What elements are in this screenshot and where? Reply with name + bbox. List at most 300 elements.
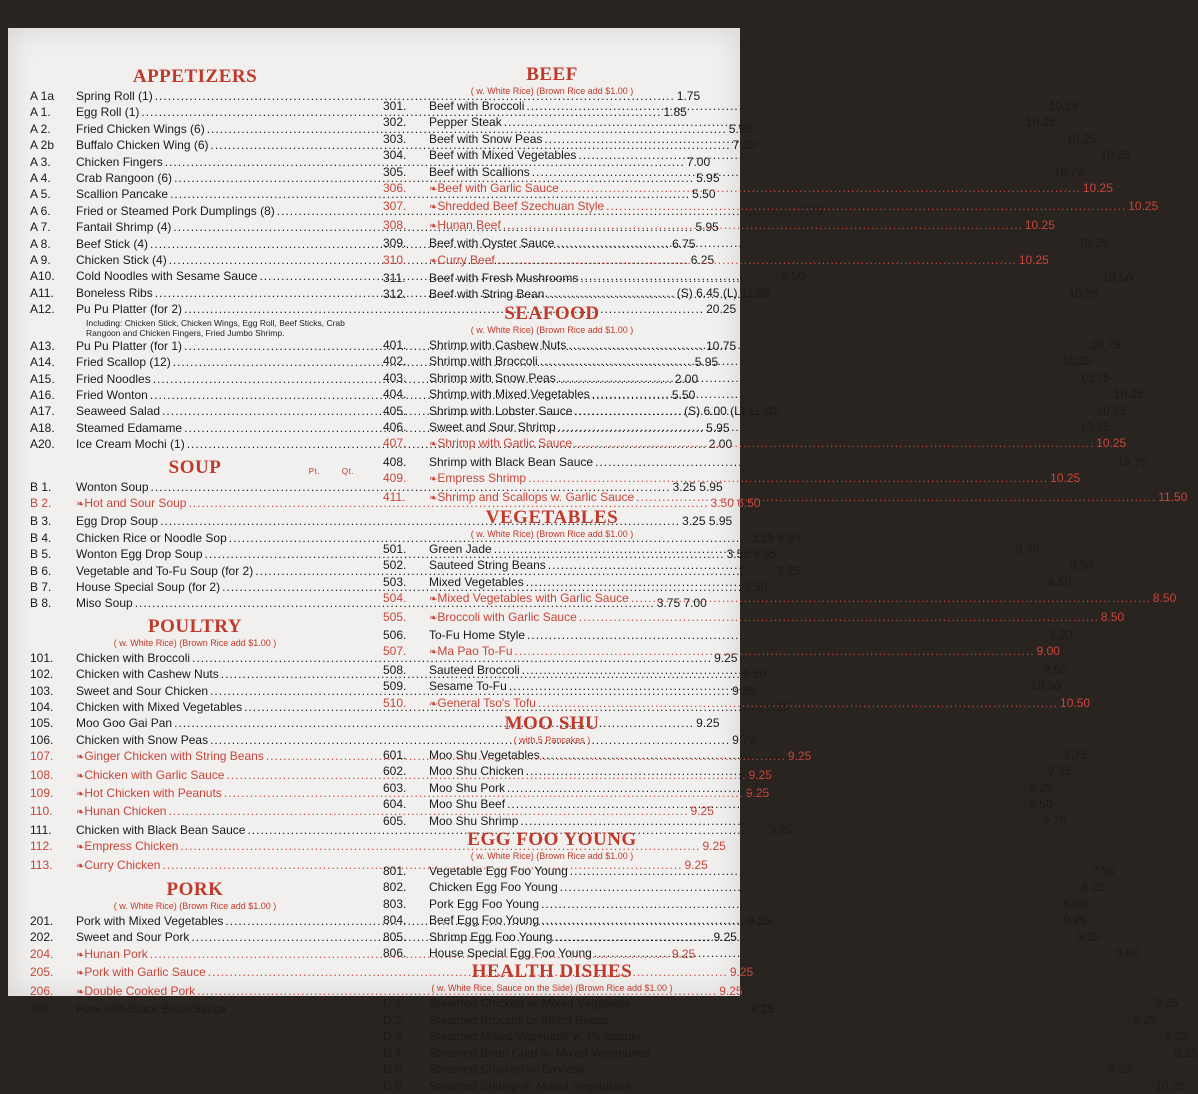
item-code: A10. — [30, 269, 55, 284]
item-code: D 1. — [383, 996, 406, 1011]
item-code: 302. — [383, 115, 407, 130]
item-name: House Special Egg Foo Young — [429, 946, 592, 961]
item-price: 10.75 — [1079, 370, 1110, 385]
dot-leader — [541, 896, 1061, 912]
item-name: Wonton Soup — [76, 479, 149, 494]
item-price: 6.25 — [690, 253, 715, 268]
item-code: 106. — [30, 732, 54, 747]
item-name: Steamed Bean Curd w. Mixed Vegetables — [429, 1045, 651, 1060]
item-code: A15. — [30, 371, 55, 386]
appetizers-heading: APPETIZERS — [132, 66, 258, 87]
item-price: 9.25 — [787, 749, 812, 764]
menu-item — [383, 796, 1053, 812]
dot-leader — [561, 180, 1081, 196]
item-code: D 6. — [383, 1078, 406, 1093]
item-name: Curry Chicken — [84, 857, 161, 872]
item-name: Ice Cream Mochi (1) — [76, 437, 185, 452]
item-code: 312. — [383, 287, 407, 302]
seafood-subtitle: ( w. White Rice) (Brown Rice add $1.00 ) — [470, 324, 634, 335]
menu-item — [383, 609, 1125, 627]
item-code: A17. — [30, 404, 55, 419]
item-name: Fried Chicken Wings (6) — [76, 121, 205, 136]
item-code: A13. — [30, 338, 55, 353]
item-name: Pork with Garlic Sauce — [84, 965, 206, 980]
item-code: 408. — [383, 454, 407, 469]
item-code: D 5. — [383, 1062, 406, 1077]
item-price: 8.25 — [1164, 1029, 1188, 1044]
item-price: 9.25 — [748, 767, 772, 782]
item-name: Chicken with Snow Peas — [76, 732, 209, 747]
item-code: 509. — [383, 679, 407, 694]
item-price: 10.25 — [1100, 148, 1131, 163]
item-price: 9.25 — [1108, 1062, 1132, 1077]
item-name: Scallion Pancake — [76, 187, 169, 202]
item-price: 11.50 — [1158, 489, 1188, 504]
item-code: D 2. — [383, 1012, 406, 1027]
dot-leader — [541, 912, 1061, 928]
dot-leader — [568, 337, 1088, 353]
item-name: Shrimp with Cashew Nuts — [429, 337, 567, 352]
dot-leader — [592, 386, 1112, 402]
item-name: Buffalo Chicken Wing (6) — [76, 138, 209, 153]
item-code: 103. — [30, 683, 54, 698]
item-code: 111. — [30, 822, 52, 837]
item-name: Steamed Edamame — [76, 420, 183, 435]
item-price: 8.25 — [1081, 880, 1106, 895]
item-price: 9.50 — [1029, 797, 1053, 812]
item-code: 403. — [383, 370, 407, 385]
item-name: Egg Drop Soup — [76, 514, 159, 529]
eggfooyoung-list — [383, 863, 1140, 961]
item-name: Boneless Ribs — [76, 285, 153, 300]
item-name: Moo Shu Vegetables — [429, 748, 540, 762]
item-code: D 4. — [383, 1045, 406, 1060]
dot-leader — [554, 929, 1074, 945]
item-name: Hunan Beef — [437, 217, 501, 232]
item-name: Pepper Steak — [429, 115, 502, 130]
chili-pepper-icon: ❧ — [76, 860, 85, 872]
menu-item — [383, 1078, 1186, 1094]
item-price: 10.25 — [1025, 115, 1056, 130]
item-name: Green Jade — [429, 541, 492, 556]
item-price: 10.25 — [1079, 419, 1110, 434]
item-code: A 1a — [30, 89, 55, 103]
health-subtitle: ( w. White Rice, Sauce on the Side) (Brown Rice add $1.00 ) — [431, 983, 673, 994]
soup-title: SOUP — [168, 456, 222, 478]
item-name: Beef with String Bean — [429, 287, 545, 302]
item-code: A 8. — [30, 236, 51, 251]
dot-leader — [509, 678, 1029, 694]
item-name: Shrimp with Mixed Vegetables — [429, 387, 590, 402]
item-name: Sauteed String Beans — [429, 558, 546, 573]
dot-leader — [542, 747, 1062, 763]
menu-item — [383, 1028, 1188, 1044]
menu-item — [383, 252, 1049, 270]
dot-leader — [494, 541, 1014, 557]
dot-leader — [595, 454, 1115, 470]
chili-pepper-icon: ❧ — [429, 647, 438, 659]
item-code: 502. — [383, 558, 407, 573]
item-code: 101. — [30, 650, 54, 665]
beef-heading: BEEF — [526, 64, 578, 85]
chili-pepper-icon: ❧ — [429, 202, 438, 214]
chili-pepper-icon: ❧ — [76, 807, 85, 819]
item-name: Empress Shrimp — [437, 471, 527, 486]
soup-heading — [30, 457, 360, 479]
vegetables-subtitle: ( w. White Rice) (Brown Rice add $1.00 ) — [470, 528, 634, 539]
item-code: B 2. — [30, 495, 52, 510]
item-price: 5.95 — [694, 355, 719, 370]
item-code: 205. — [30, 965, 54, 980]
eggfooyoung-subtitle: ( w. White Rice) (Brown Rice add $1.00 ) — [470, 851, 634, 862]
dot-leader — [556, 235, 1076, 251]
item-code: 605. — [383, 813, 407, 828]
item-name: Crab Rangoon (6) — [76, 171, 173, 186]
menu-item — [383, 180, 1113, 198]
item-code: A 7. — [30, 220, 51, 235]
item-code: A 3. — [30, 154, 51, 169]
item-price: 10.75 — [1117, 454, 1148, 469]
dot-leader — [538, 695, 1058, 711]
menu-item — [383, 896, 1087, 912]
item-name: Shrimp with Lobster Sauce — [429, 403, 573, 418]
item-price: 8.50 — [1047, 574, 1072, 589]
item-name: Sweet and Sour Chicken — [76, 683, 209, 698]
chili-pepper-icon: ❧ — [76, 752, 85, 764]
item-name: Steamed Chicken w. Broccoli — [429, 1062, 585, 1077]
item-code: 404. — [383, 387, 407, 402]
item-code: A12. — [30, 302, 55, 317]
item-price: 8.25 — [1174, 1045, 1198, 1060]
item-price: 9.25 — [1047, 764, 1072, 779]
chili-pepper-icon: ❧ — [429, 612, 438, 624]
menu-item — [383, 627, 1073, 643]
item-code: 112. — [30, 839, 53, 854]
item-price: 5.95 — [696, 171, 720, 186]
dot-leader — [548, 557, 1068, 573]
item-code: 108. — [30, 767, 54, 782]
menu-item — [383, 945, 1140, 961]
pt-qt-label — [309, 461, 354, 483]
item-price: 9.25 — [714, 650, 738, 665]
item-code: B 5. — [30, 547, 52, 562]
chili-pepper-icon: ❧ — [429, 594, 438, 606]
item-code: 401. — [383, 337, 407, 352]
item-price: 9.25 — [1076, 929, 1100, 944]
item-name: Broccoli with Garlic Sauce — [437, 609, 577, 624]
item-price: 10.50 — [1030, 679, 1061, 694]
item-name: Chicken with Cashew Nuts — [76, 667, 219, 682]
item-name: Ma Pao To-Fu — [437, 644, 513, 659]
item-name: Ginger Chicken with String Beans — [84, 749, 264, 764]
item-name: Moo Shu Pork — [429, 780, 506, 795]
item-price: 8.75 — [1015, 541, 1040, 556]
item-price: 9.25 — [750, 1002, 775, 1017]
item-code: 805. — [383, 929, 407, 944]
item-name: Sweet and Sour Shrimp — [429, 419, 556, 434]
item-price: 10.25 — [1128, 199, 1159, 214]
item-code: 109. — [30, 786, 54, 801]
item-code: 308. — [383, 217, 407, 232]
item-name: Beef Stick (4) — [76, 236, 149, 251]
item-price: 10.25 — [1096, 436, 1127, 451]
item-price: 10.75 — [1090, 337, 1121, 352]
beef-subtitle: ( w. White Rice) (Brown Rice add $1.00 ) — [470, 86, 634, 96]
item-price: 9.25 — [766, 700, 790, 714]
pt-label: Pt. — [308, 466, 321, 476]
item-price: 9.25 — [729, 965, 754, 980]
menu-item — [383, 1012, 1157, 1028]
item-name: Hunan Pork — [84, 946, 148, 961]
item-code: 107. — [30, 749, 54, 764]
item-name: Steamed Broccoli or String Beans — [429, 1012, 610, 1027]
pork-subtitle: ( w. White Rice) (Brown Rice add $1.00 ) — [113, 901, 277, 912]
item-name: Beef with Scallions — [429, 164, 530, 179]
item-code: 309. — [383, 236, 407, 251]
item-code: 304. — [383, 148, 407, 163]
item-name: Chicken Rice or Noodle Sop — [76, 530, 227, 545]
item-code: 506. — [383, 627, 407, 642]
item-name: Pork with Mixed Vegetables — [76, 914, 224, 929]
item-price: 10.25 — [1113, 387, 1144, 402]
menu-item — [383, 863, 1116, 879]
item-price: 10.25 — [1096, 403, 1127, 418]
item-name: Shredded Beef Szechuan Style — [437, 199, 605, 214]
item-name: Chicken with Black Bean Sauce — [76, 822, 246, 837]
dot-leader — [574, 435, 1094, 451]
item-code: 604. — [383, 797, 407, 812]
dot-leader — [507, 780, 1027, 796]
item-price: 3.75 7.00 — [656, 596, 707, 611]
item-code: 503. — [383, 574, 407, 589]
item-code: 601. — [383, 748, 407, 762]
item-price: 9.25 — [671, 946, 696, 961]
item-name: Fried Scallop (12) — [76, 355, 171, 370]
item-name: Double Cooked Pork — [84, 983, 196, 998]
item-name: Chicken Fingers — [76, 154, 163, 169]
item-name: Vegetable and To-Fu Soup (for 2) — [76, 563, 254, 578]
item-name: Hot and Sour Soup — [84, 495, 187, 510]
item-name: Pork with Black Bean Sauce — [76, 1002, 227, 1017]
chili-pepper-icon: ❧ — [429, 698, 438, 710]
item-price: 3.25 5.95 — [682, 514, 733, 529]
chili-pepper-icon: ❧ — [76, 842, 85, 854]
item-price: 10.25 — [1082, 181, 1113, 196]
menu-item — [383, 98, 1079, 114]
chili-pepper-icon: ❧ — [76, 789, 85, 801]
dot-leader — [503, 217, 1023, 233]
item-code: B 1. — [30, 479, 52, 494]
item-price: (S) 6.45 (L) 11.05 — [676, 285, 770, 300]
item-price: 10.75 — [706, 338, 737, 353]
item-price: 7.25 — [732, 138, 756, 153]
menu-item — [30, 822, 793, 838]
dot-leader — [642, 1028, 1162, 1044]
poultry-subtitle: ( w. White Rice) (Brown Rice add $1.00 ) — [113, 637, 277, 648]
item-name: Fried Wonton — [76, 387, 148, 402]
item-price: 10.25 — [1155, 1078, 1186, 1093]
item-price: 6.50 — [781, 269, 805, 284]
item-name: Pu Pu Platter (for 2) — [76, 302, 183, 317]
item-code: B 4. — [30, 530, 52, 545]
menu-item — [383, 470, 1081, 488]
mooshu-subtitle: ( with 5 Pancakes ) — [513, 735, 591, 745]
chili-pepper-icon: ❧ — [429, 220, 438, 232]
dot-leader — [526, 763, 1046, 779]
item-price: 9.75 — [1042, 813, 1066, 828]
item-price: 9.20 — [1049, 627, 1073, 642]
item-price: 9.25 — [745, 786, 770, 801]
dot-leader — [558, 419, 1078, 435]
chili-pepper-icon: ❧ — [429, 492, 438, 504]
item-price: 10.75 — [1053, 164, 1084, 179]
item-code: D 3. — [383, 1029, 406, 1044]
menu-item — [383, 1061, 1132, 1077]
item-name: Mixed Vegetables with Garlic Sauce — [437, 591, 629, 606]
dot-leader — [522, 662, 1042, 678]
menu-item — [383, 590, 1177, 608]
chili-pepper-icon: ❧ — [76, 498, 85, 510]
dot-leader — [540, 353, 1060, 369]
item-code: 802. — [383, 880, 407, 895]
dot-leader — [497, 252, 1017, 268]
menu-item — [383, 337, 1121, 353]
item-name: Fried or Steamed Pork Dumplings (8) — [76, 203, 275, 218]
menu-item — [383, 386, 1144, 402]
item-name: Chicken with Broccoli — [76, 650, 191, 665]
item-price: 9.25 — [713, 930, 737, 945]
item-code: B 8. — [30, 596, 52, 611]
item-code: A18. — [30, 420, 55, 435]
item-code: 206. — [30, 983, 54, 998]
item-name: Steamed Mixed Vegetable w. Pineapple — [429, 1029, 641, 1044]
item-code: A11. — [30, 285, 54, 300]
item-name: Fried Noodles — [76, 371, 151, 386]
item-code: 310. — [383, 252, 407, 267]
item-code: 303. — [383, 131, 407, 146]
item-price: 5.95 — [706, 420, 730, 435]
dot-leader — [570, 863, 1090, 879]
item-price: 5.50 — [671, 387, 696, 402]
dot-leader — [544, 131, 1064, 147]
item-name: Spring Roll (1) — [76, 89, 153, 103]
item-price: 10.25 — [1061, 354, 1092, 369]
item-price: 9.25 — [732, 683, 756, 698]
chili-pepper-icon: ❧ — [76, 949, 85, 961]
item-name: Cold Noodles with Sesame Sauce — [76, 269, 258, 284]
item-price: 10.50 — [1060, 695, 1091, 710]
item-name: Moo Shu Beef — [429, 797, 506, 812]
item-price: 5.95 — [728, 121, 753, 136]
item-price: 8.75 — [1063, 748, 1088, 762]
chili-pepper-icon: ❧ — [429, 255, 438, 267]
item-price: 7.50 — [1091, 864, 1116, 879]
chili-pepper-icon: ❧ — [76, 968, 85, 980]
item-name: Beef with Garlic Sauce — [437, 181, 559, 196]
item-code: 201. — [30, 914, 54, 929]
item-name: Sesame To-Fu — [429, 679, 507, 694]
item-name: To-Fu Home Style — [429, 627, 526, 642]
menu-item — [383, 813, 1066, 829]
dot-leader — [606, 198, 1126, 214]
item-code: A20. — [30, 437, 55, 452]
item-code: A14. — [30, 355, 55, 370]
item-price: 3.50 6.95 — [726, 547, 777, 562]
dot-leader — [532, 164, 1052, 180]
item-price: 9.25 — [690, 804, 714, 819]
item-code: A 5. — [30, 187, 51, 202]
item-code: 406. — [383, 419, 407, 434]
item-price: 8.50 — [1152, 591, 1177, 606]
item-name: Empress Chicken — [84, 839, 179, 854]
item-code: 407. — [383, 436, 407, 451]
item-code: A 4. — [30, 171, 51, 186]
chili-pepper-icon: ❧ — [76, 986, 85, 998]
item-price: 8.00 — [1063, 896, 1087, 911]
dot-leader — [507, 796, 1027, 812]
item-name: Seaweed Salad — [76, 404, 161, 419]
item-code: 113. — [30, 857, 53, 872]
item-code: 102. — [30, 667, 54, 682]
dot-leader — [515, 643, 1035, 659]
item-name: House Special Soup (for 2) — [76, 579, 221, 594]
item-name: Egg Roll (1) — [76, 105, 140, 120]
item-price: 10.50 — [1102, 271, 1133, 286]
menu-item — [383, 435, 1127, 453]
item-price: 5.50 — [692, 187, 716, 202]
item-code: B 3. — [30, 514, 52, 529]
pork-heading: PORK — [166, 879, 224, 901]
menu-item — [383, 1045, 1198, 1061]
poultry-heading: POULTRY — [148, 615, 242, 637]
item-code: 804. — [383, 913, 407, 928]
item-code: A 2b — [30, 138, 55, 153]
menu-item — [383, 995, 1178, 1011]
item-name: Shrimp with Snow Peas — [429, 370, 556, 385]
menu-item — [383, 235, 1109, 251]
item-name: Shrimp Egg Foo Young — [429, 929, 553, 944]
item-price: 3.25 5.95 — [672, 479, 723, 494]
item-price: 10.25 — [1066, 131, 1097, 146]
dot-leader — [526, 574, 1046, 590]
item-price: 10.25 — [1050, 471, 1081, 486]
item-price: 8.50 — [1069, 558, 1094, 573]
dot-leader — [652, 1045, 1172, 1061]
dot-leader — [528, 470, 1048, 486]
item-code: B 7. — [30, 579, 52, 594]
dot-leader — [586, 1061, 1106, 1077]
item-code: 306. — [383, 181, 407, 196]
item-name: Steamed Shrimp w. Mixed Vegetables — [429, 1078, 632, 1093]
chili-pepper-icon: ❧ — [429, 474, 438, 486]
dot-leader — [560, 879, 1080, 895]
item-name: Moo Goo Gai Pan — [76, 716, 173, 731]
item-code: 301. — [383, 99, 407, 113]
item-code: 104. — [30, 700, 54, 714]
item-price: 9.25 — [769, 822, 793, 837]
item-name: Wonton Egg Drop Soup — [76, 547, 203, 562]
item-name: Chicken with Mixed Vegetables — [76, 700, 243, 714]
item-price: 7.25 — [777, 563, 801, 578]
item-price: 3.50 6.50 — [710, 495, 761, 510]
item-name: Shrimp and Scallops w. Garlic Sauce — [437, 489, 635, 504]
item-code: B 6. — [30, 563, 52, 578]
item-code: A 2. — [30, 121, 51, 136]
item-name: Beef with Fresh Mushrooms — [429, 271, 579, 286]
menu-item — [383, 780, 1053, 796]
chili-pepper-icon: ❧ — [429, 439, 438, 451]
health-list — [383, 995, 1198, 1093]
